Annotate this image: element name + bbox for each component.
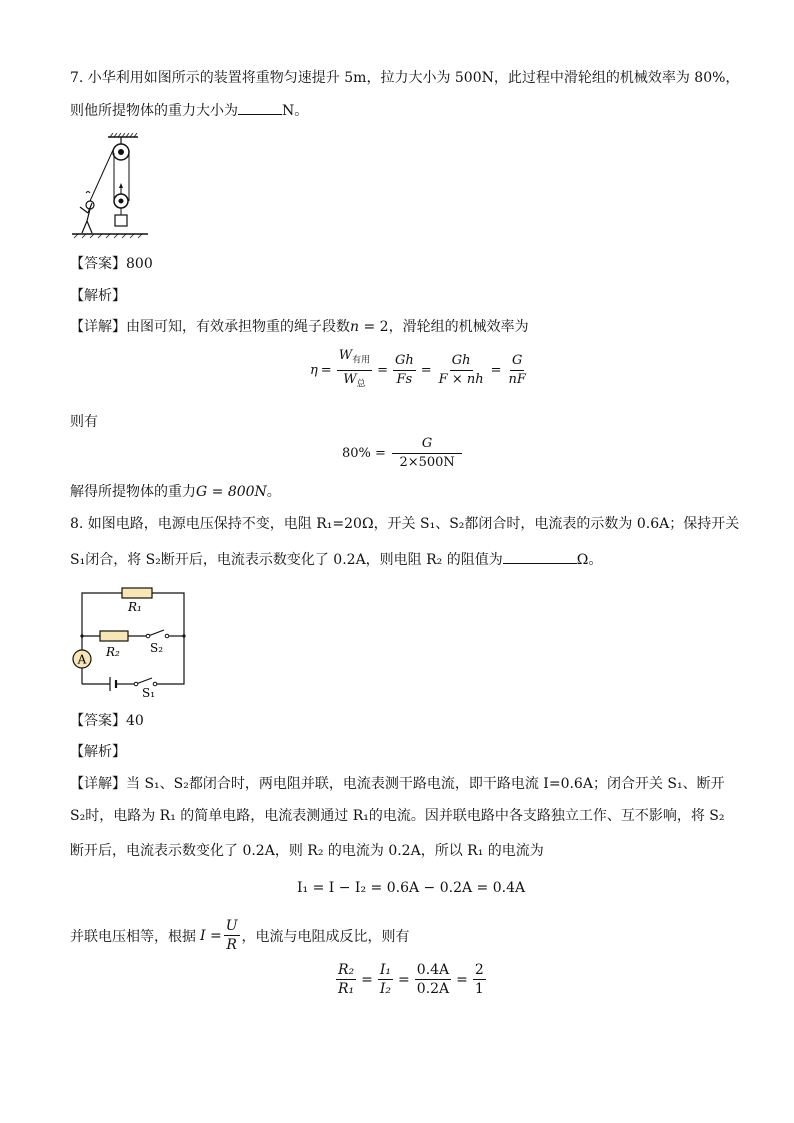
q7-stem-line1: 7. 小华利用如图所示的装置将重物匀速提升 5m，拉力大小为 500N，此过程中滑轮组的机械效率为 80%， bbox=[70, 70, 740, 86]
pulley-figure bbox=[72, 133, 148, 239]
resistor-r1 bbox=[122, 588, 152, 598]
q8-stem-line1: 8. 如图电路，电源电压保持不变，电阻 R₁=20Ω，开关 S₁、S₂都闭合时，电流表的示数为 0.6A；保持开关 bbox=[70, 516, 740, 532]
resistor-r2 bbox=[100, 631, 128, 641]
q7-then: 则有 bbox=[70, 414, 98, 430]
q7-solve: 解得所提物体的重力G = 800N。 bbox=[70, 484, 281, 500]
q8-answer: 【答案】40 bbox=[70, 713, 144, 729]
q8-ohm-line: 并联电压相等，根据 I = $\frac{U}{R}$ ，电流与电阻成反比，则有 bbox=[70, 918, 410, 953]
q8-stem-line2: S₁闭合，将 S₂断开后，电流表示数变化了 0.2A，则电阻 R₂ 的阻值为 Ω。 bbox=[70, 549, 602, 570]
q7-equation: 80% = $\frac{G}{2\times 500N}$ bbox=[342, 436, 464, 471]
q8-detail-line3: 断开后，电流表示数变化了 0.2A，则 R₂ 的电流为 0.2A，所以 R₁ 的电流为 bbox=[70, 843, 544, 859]
q8-detail-line2: S₂时，电路为 R₁ 的简单电路，电流表测通过 R₁的电流。因并联电路中各支路独立工作、互不影响，将 S₂ bbox=[70, 808, 725, 824]
q8-analysis-tag: 【解析】 bbox=[70, 744, 126, 760]
label-r1: R₁ bbox=[128, 600, 142, 614]
label-s1: S₁ bbox=[142, 686, 156, 698]
q8-detail-line1: 【详解】当 S₁、S₂都闭合时，两电阻并联，电流表测干路电流，即干路电流 I=0.6A；闭合开关 S₁、断开 bbox=[70, 776, 725, 792]
q8-current-equation: I₁ = I − I₂ = 0.6A − 0.2A = 0.4A bbox=[297, 880, 526, 896]
q7-detail-line: 【详解】由图可知，有效承担物重的绳子段数n = 2，滑轮组的机械效率为 bbox=[70, 319, 529, 335]
q8-ratio-equation: $\frac{\text{R₂}}{\text{R₁}}$ = $\frac{\text{I₁}}{\text{I₂}}$ = $\frac{0.4A}{0.2A}$ = $\frac{2}{1}$ bbox=[338, 962, 484, 997]
weight-block bbox=[115, 215, 127, 226]
q7-answer-blank bbox=[238, 100, 282, 115]
q7-stem-line2: 则他所提物体的重力大小为 N。 bbox=[70, 100, 308, 121]
circuit-figure bbox=[70, 580, 190, 698]
q7-analysis-tag: 【解析】 bbox=[70, 288, 126, 304]
q8-answer-blank bbox=[503, 549, 577, 564]
label-s2: S₂ bbox=[150, 641, 164, 655]
efficiency-formula: η = $\frac{W_{有用}}{W_总}$ = $\frac{Gh}{Fs}$ = $\frac{Gh}{F \times nh}$ = $\frac{G}{nF}$ bbox=[310, 348, 526, 390]
svg-text:A: A bbox=[77, 652, 87, 667]
q7-answer: 【答案】800 bbox=[70, 256, 153, 272]
label-r2: R₂ bbox=[106, 645, 120, 659]
